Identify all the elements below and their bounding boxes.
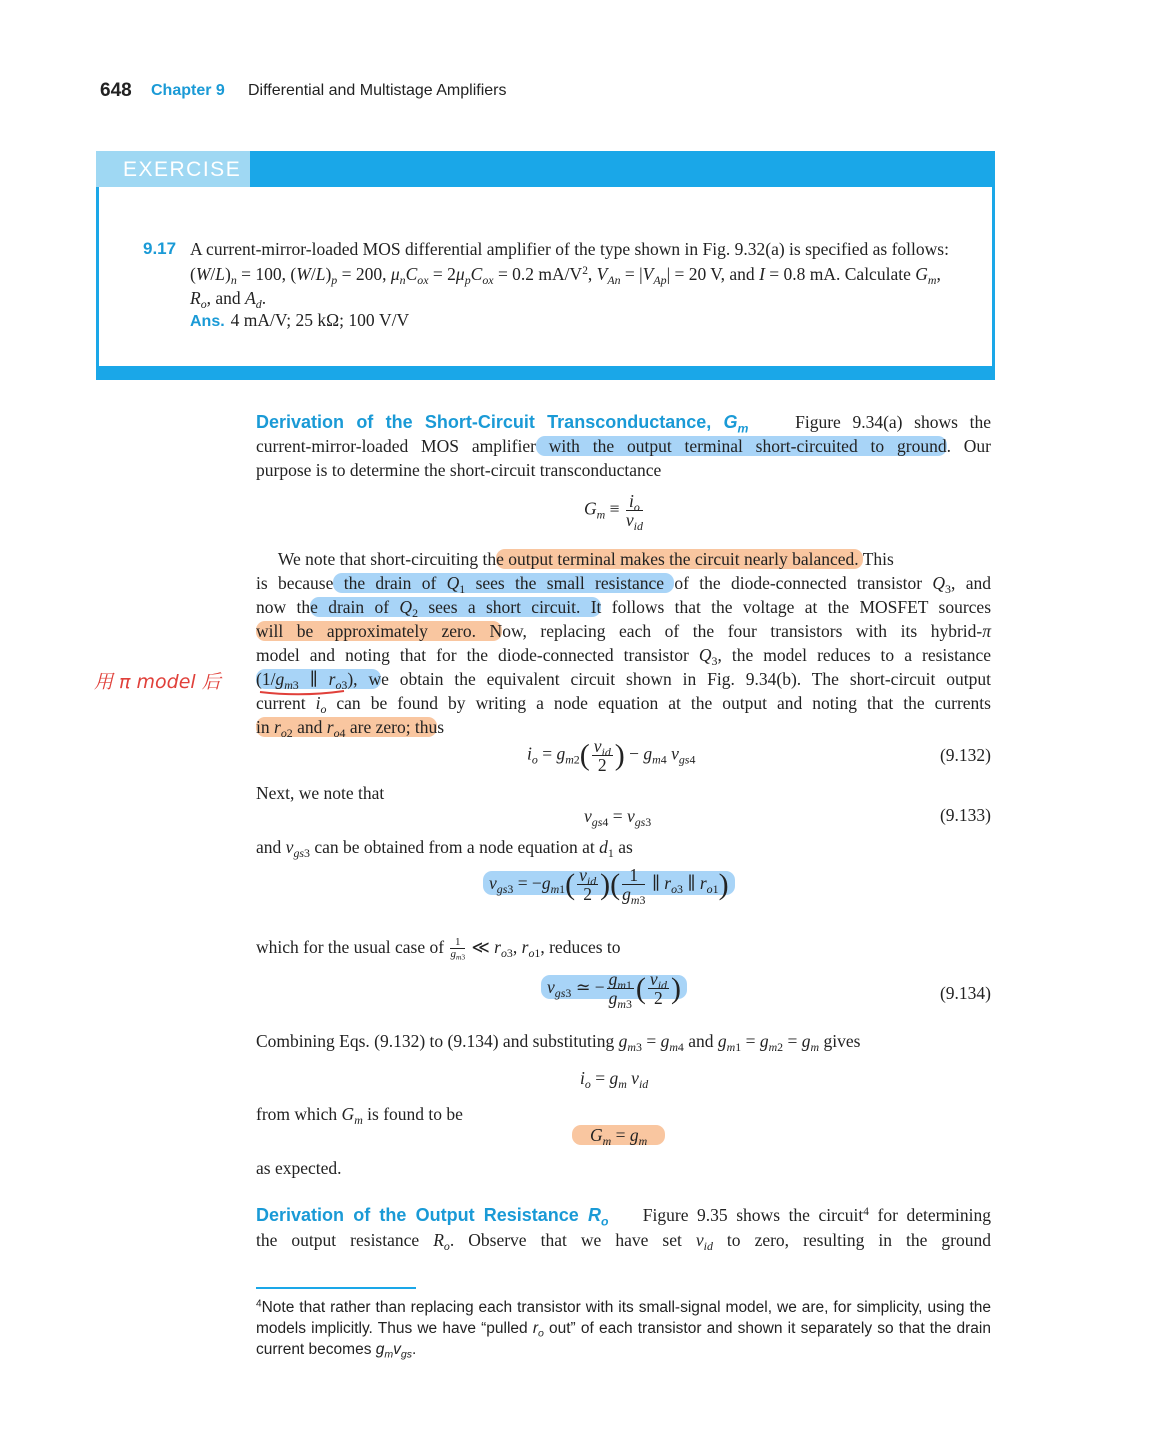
next-text: Next, we note that (256, 783, 385, 803)
chapter-title: Differential and Multistage Amplifiers (248, 82, 507, 99)
exercise-right-border (992, 187, 995, 367)
handwritten-text: 用 π model 后 (94, 671, 221, 693)
from-which-text: from which $G_m$ is found to be (256, 1104, 463, 1128)
handwritten-annotation (92, 664, 352, 700)
eq-number-133: (9.133) (939, 805, 991, 825)
equation-gm-def: $G_m$ ≡ $\frac{i_o}{v_{id}}$ (584, 491, 643, 534)
equation-vgs3-full: $v_{gs3} = -g_{m1}$( $\frac{v_{id}}{2}$ )( $\frac{1}{g_{m3}}$ ∥ $r_{o3}$ ∥ $r_{o1}$) (483, 866, 735, 903)
exercise-text: A current-mirror-loaded MOS differential amplifier of the type shown in Fig. 9.32(a) is specified as follows: $(W/L)_n = 100$, $(W/L)_p = 200$, $\mu_nC_{ox} = 2\mu_pC_{ox} = 0.2$ $mA/V^2$, $V_{An} = |V_{Ap}| = 20$ V, and I = 0.8 mA. Calculate $G_m$, $R_o$, and $A_d$. (190, 239, 949, 312)
para-line4: will be approximately zero. Now, replacing each of the four transistors with its hybrid-π (256, 621, 991, 641)
handwritten-underline (260, 691, 344, 694)
section2-heading: Derivation of the Output Resistance $R_o$ (256, 1205, 609, 1229)
section2-line2: the output resistance $R_o$. Observe that we have set $v_{id}$ to zero, resulting in the ground (256, 1230, 991, 1254)
section2-lead: Figure 9.35 shows the circuit$^4$ for determining (642, 1205, 992, 1225)
chapter-label: Chapter 9 (151, 82, 225, 99)
answer-label: Ans. (190, 313, 225, 330)
exercise-answer (190, 310, 409, 331)
para-line2: is because the drain of $Q_1$ sees the small resistance of the diode-connected transistor $Q_3$, and (256, 573, 991, 597)
exercise-top-bar (250, 151, 995, 187)
equation-9-134: $v_{gs3}$ ≃ − $\frac{g_{m1}}{g_{m3}}$ ( $\frac{v_{id}}{2}$ ) (541, 970, 687, 1007)
para-line5: model and noting that for the diode-connected transistor $Q_3$, the model reduces to a resistance (256, 645, 992, 669)
section1-heading-line (256, 410, 991, 434)
combining-text: Combining Eqs. (9.132) to (9.134) and substituting $g_{m3} = g_{m4}$ and $g_{m1} = g_{m2} = g_m$ gives (256, 1031, 861, 1055)
exercise-text-intro: A current-mirror-loaded MOS differential amplifier of the type shown in Fig. 9.32(a) is specified as follows: (190, 239, 949, 259)
footnote: $^4$Note that rather than replacing each transistor with its small-signal model, we are, for simplicity, using the models implicitly. Thus we have “pulled $r_o$ out” of each transistor and shown it separately so that the drain current becomes $g_mv_{gs}$. (256, 1298, 991, 1361)
section1-heading: Derivation of the Short-Circuit Transconductance, $G_m$ (256, 412, 749, 436)
equation-gm-result: $G_m = g_m$ (572, 1125, 665, 1146)
expected-text: as expected. (256, 1158, 342, 1178)
section2-heading-line (256, 1203, 991, 1227)
vgs3-intro: and $v_{gs3}$ can be obtained from a node equation at $d_1$ as (256, 837, 633, 861)
section1-line3: purpose is to determine the short-circuit transconductance (256, 460, 662, 480)
equation-io: $i_o = g_m$ $v_{id}$ (580, 1068, 649, 1092)
equation-9-133: $v_{gs4} = v_{gs3}$ (584, 806, 652, 830)
exercise-left-border (96, 187, 99, 367)
para-line3: now the drain of $Q_2$ sees a short circuit. It follows that the voltage at the MOSFET sources (256, 597, 991, 621)
para-line8: in $r_{o2}$ and $r_{o4}$ are zero; thus (256, 717, 445, 741)
section1-line2: current-mirror-loaded MOS amplifier with the output terminal short-circuited to ground. Our (256, 436, 992, 456)
footnote-rule (256, 1287, 416, 1289)
exercise-tab: EXERCISE (96, 151, 250, 187)
equation-9-132: $i_o = g_{m2}$( $\frac{v_{id}}{2}$ ) − $g_{m4}$ $v_{gs4}$ (527, 736, 696, 775)
page-number: 648 (100, 80, 132, 101)
para-line7: current $i_o$ can be found by writing a node equation at the output and noting that the currents (256, 693, 991, 717)
para-line6: ($1/g_{m3}$ ∥ $r_{o3}$), we obtain the equivalent circuit shown in Fig. 9.34(b). The short-circuit output (256, 669, 991, 693)
section1-lead: Figure 9.34(a) shows the (795, 412, 991, 432)
eq-number-134: (9.134) (939, 983, 991, 1003)
exercise-bottom-bar (96, 366, 995, 380)
eq-number-132: (9.132) (939, 745, 991, 765)
para-line1: We note that short-circuiting the output terminal makes the circuit nearly balanced. This (256, 549, 894, 569)
answer-value: 4 mA/V; 25 kΩ; 100 V/V (230, 310, 410, 330)
exercise-number: 9.17 (143, 239, 177, 258)
usual-case-text: which for the usual case of $\frac{1}{g_{m3}}$ ≪ $r_{o3}$, $r_{o1}$, reduces to (256, 936, 621, 963)
